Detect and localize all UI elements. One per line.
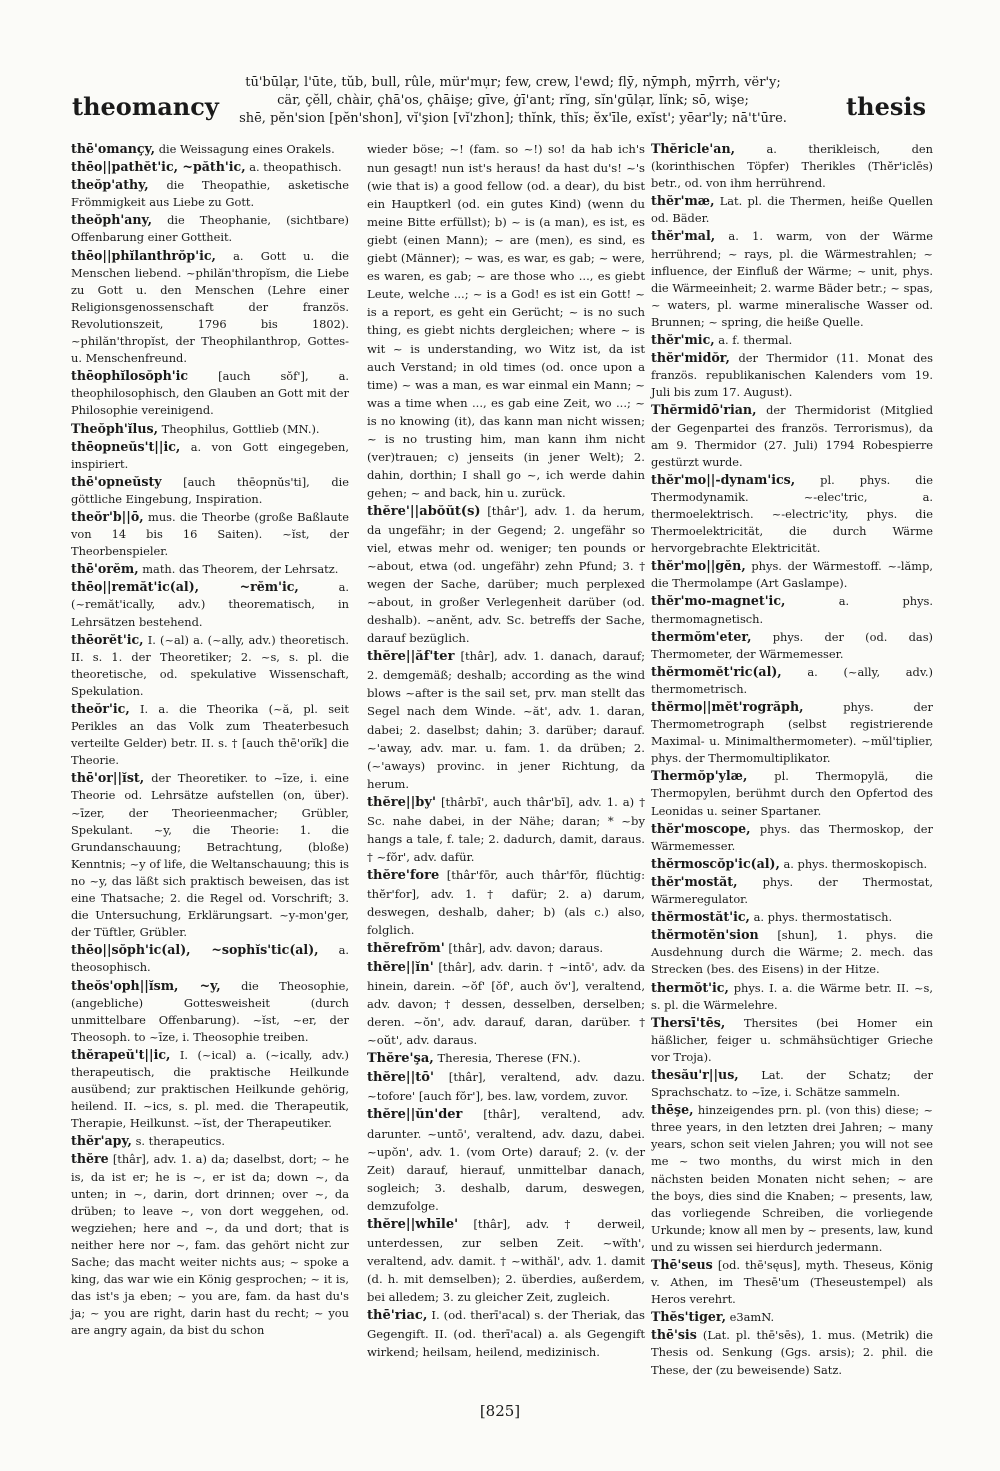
entry-headword: thĕrmostăt'ic, (651, 909, 750, 925)
dictionary-entry (71, 176, 349, 211)
entry-headword: thĕr'mic, (651, 332, 715, 348)
entry-headword: thĕre||by' (367, 794, 436, 810)
dictionary-entry (651, 873, 933, 908)
entry-definition: a. (~remăt'ically, adv.) theorematisch, in Lehrsätzen bestehend. (71, 580, 350, 629)
entry-definition: e3amN. (729, 1310, 775, 1325)
dictionary-entry (651, 331, 933, 349)
dictionary-entry (651, 1326, 933, 1378)
entry-definition: der Theoretiker. to ~īze, i. eine Theorie od. Lehrsätze aufstellen (on, über). ~īzer, der Theorieenmacher; Grübler, Spekulant. ~y, die Theorie: 1. die Grundanschauung; Betrachtung, (bloße) Kenntnis; ~y of life, die Weltanschauung; this is no ~y, das läßt sich praktisch beweisen, das ist eine Thatsache; 2. die Regel od. Vorschrift; 3. die Untersuchung, Erklärungsart. ~y-mon'ger, der Tüftler, Grübler. (71, 771, 350, 940)
dictionary-entry (651, 1014, 933, 1066)
entry-definition: I. (od. therī'acal) s. der Theriak, das Gegengift. II. (od. therī'acal) a. als Gegengift wirkend; heilsam, heilend, medizinisch. (367, 1308, 645, 1360)
dictionary-entry (71, 508, 349, 560)
entry-headword: thēorĕt'ic, (71, 631, 144, 647)
dictionary-entry (367, 866, 645, 939)
dictionary-entry (651, 908, 933, 926)
entry-definition: [thâr], adv. 1. danach, darauf; 2. demgemäß; deshalb; according as the wind blows ~after is the sail set, prv. man stellt das Segel nach dem Winde. ~ăt', adv. 1. daran, dabei; 2. daselbst; dahin; 3. darüber; darauf. ~'away, adv. mar. u. fam. 1. da drüben; 2. (~'aways) provinc. in jener Richtung, da herum. (367, 649, 646, 791)
entry-definition: [thârbī', auch thâr'bī], adv. 1. a) † Sc. nahe dabei, in der Nähe; daran; * ~by hangs a tale, f. tale; 2. dadurch, damit, daraus. † ~fŏr', adv. dafür. (367, 794, 646, 864)
dictionary-entry (71, 420, 349, 438)
entry-definition: pl. phys. die Thermodynamik. ~-elec'tric, a. thermoelektrisch. ~-electric'ity, phys. die Thermoelektricität, die durch Wärme hervorgebrachte Elektricität. (651, 472, 933, 556)
dictionary-entry (651, 592, 933, 627)
dictionary-entry (651, 349, 933, 401)
entry-definition: [thâr], veraltend, adv. darunter. ~untō', veraltend, adv. dazu, dabei. ~upŏn', adv. 1. (vom Orte) darauf; 2. (v. der Zeit) darauf, hierauf, unmittelbar danach, sogleich; 3. deshalb, darum, deswegen, demzufolge. (367, 1107, 646, 1213)
dictionary-entry (367, 1105, 645, 1214)
entry-headword: thĕre'fore (367, 867, 440, 883)
entry-definition: der Thermidor (11. Monat des französ. republikanischen Kalenders vom 19. Juli bis zum 17. August). (651, 351, 933, 400)
pronunciation-key-line: tū'būlạr, l'ūte, tŭb, bull, rûle, mür'mụr; few, crew, l'ewd; flȳ, nȳmph, mȳ̈rrh, vër'y; (245, 75, 781, 90)
entry-headword: thĕre||tō' (367, 1070, 434, 1086)
dictionary-entry (71, 211, 349, 246)
entry-headword: thĕre (71, 1151, 109, 1167)
entry-definition: [auch sŏf'], a. theophilosophisch, den Glauben an Gott mit der Philosophie vereinigend. (71, 369, 350, 418)
dictionary-entry (71, 578, 349, 630)
entry-headword: thĕrmotĕn'sion (651, 927, 759, 943)
dictionary-entry (651, 227, 933, 331)
entry-definition: [thâr], adv. davon; daraus. (448, 941, 604, 956)
entry-definition: Lat. pl. die Thermen, heiße Quellen od. Bäder. (651, 194, 933, 226)
entry-headword: Thĕre'şa, (367, 1051, 434, 1067)
entry-definition: [auch thēopnŭs'ti], die göttliche Eingebung, Inspiration. (71, 474, 349, 506)
entry-headword: thēophĭlosŏph'ic (71, 368, 189, 384)
entry-headword: thĕre||whīle' (367, 1216, 459, 1232)
entry-headword: theŏr'b||ō, (71, 508, 144, 524)
pronunciation-key-line: cär, çĕll, chàir, çhā'os, çhāişe; gīve, ġī'ant; rĭng, sĭn'gūlạr, lĭnk; sō, wişe; (277, 93, 749, 108)
entry-headword: thermŏt'ic, (651, 979, 729, 995)
dictionary-entry (651, 767, 933, 819)
dictionary-entry (367, 939, 645, 958)
entry-headword: thĕre||ăf'ter (367, 649, 455, 665)
entry-headword: thĕrapeŭ't||ic, (71, 1046, 171, 1062)
entry-definition: die Theosophie, (angebliche) Gottesweisheit (durch unmittelbare Offenbarung). ~ĭst, ~er, der Theosoph. to ~īze, i. Theosophie treiben. (71, 978, 350, 1044)
dictionary-entry (651, 471, 933, 557)
entry-definition: a. (~ally, adv.) thermometrisch. (651, 664, 933, 696)
entry-headword: theŏs'oph||ĭsm, ~y, (71, 977, 221, 993)
entry-headword: thē'orĕm, (71, 561, 139, 577)
entry-definition: pl. Thermopylä, die Thermopylen, berühmt durch den Opfertod des Leonidas u. seiner Spartaner. (651, 769, 933, 818)
entry-definition: (Lat. pl. thē'sēs), 1. mus. (Metrik) die Thesis od. Senkung (Ggs. arsis); 2. phil. die These, der (zu beweisende) Satz. (651, 1328, 933, 1377)
dictionary-entry (651, 1066, 933, 1101)
entry-definition: phys. I. a. die Wärme betr. II. ~s, s. pl. die Wärmelehre. (651, 980, 933, 1012)
entry-definition: die Weissagung eines Orakels. (158, 142, 335, 156)
column-3 (651, 140, 933, 1379)
entry-definition: I. (~ical) a. (~ically, adv.) therapeutisch, die praktische Heilkunde ausübend; zur praktischen Heilkunde gehörig, heilend. II. ~ics, s. pl. med. die Therapeutik, Therapie, Heilkunst. ~ĭst, der Therapeutiker. (71, 1047, 350, 1131)
pronunciation-key-line: shē, pĕn'sion [pĕn'shon], vĭ'şion [vĭ'zhon]; thĭnk, thĭs; ĕx'īle, exĭst'; yēar'ly; nā't'ūre. (239, 111, 787, 126)
dictionary-entry (71, 769, 349, 941)
entry-headword: thĕrmoscŏp'ic(al), (651, 855, 780, 871)
entry-headword: thĕrmo||mĕt'rogrăph, (651, 699, 804, 714)
entry-definition: a. therikleisch, den (korinthischen Töpfer) Therikles (Thĕr'iclēs) betr., od. von ihm herrührend. (651, 142, 933, 191)
entry-definition: [thâr], adv. † derweil, unterdessen, zur selben Zeit. ~wĭth', veraltend, adv. damit. † ~withăl', adv. 1. damit (d. h. mit demselben); 2. überdies, außerdem, bei alledem; 3. zu gleicher Zeit, zugleich. (367, 1216, 645, 1304)
entry-headword: Thē'seus (651, 1257, 713, 1272)
dictionary-entry (651, 663, 933, 698)
dictionary-entry (367, 140, 645, 502)
entry-definition: die Theophanie, (sichtbare) Offenbarung einer Gottheit. (71, 213, 350, 245)
entry-headword: thē'opneŭsty (71, 473, 162, 489)
entry-definition: phys. der (od. das) Thermometer, der Wärmemesser. (651, 629, 933, 661)
entry-headword: Thĕrmidō'rian, (651, 402, 757, 418)
dictionary-entry (367, 647, 645, 792)
entry-definition: phys. der Thermostat, Wärmeregulator. (651, 874, 933, 907)
entry-definition: phys. der Thermometrograph (selbst registrierende Maximal- u. Minimalthermometer). ~mŭl'tiplier, phys. der Thermomultiplikator. (651, 700, 933, 766)
dictionary-entry (651, 820, 933, 855)
entry-headword: thĕr'mo-magnet'ic, (651, 593, 786, 609)
entry-headword: Thĕricle'an, (651, 141, 735, 156)
entry-definition: a. theopathisch. (249, 160, 342, 175)
entry-definition: a. theosophisch. (71, 943, 349, 975)
dictionary-entry (71, 700, 349, 769)
entry-headword: thēopneŭs't||ic, (71, 438, 181, 454)
entry-definition: a. von Gott eingegeben, inspiriert. (71, 439, 349, 471)
dictionary-entry (651, 979, 933, 1014)
dictionary-entry (71, 1132, 349, 1150)
entry-headword: thē'or||ĭst, (71, 770, 145, 786)
entry-headword: Thermŏp'ylæ, (651, 768, 748, 784)
entry-headword: thē'riac, (367, 1308, 428, 1323)
dictionary-entry (71, 140, 349, 158)
dictionary-entry (367, 1215, 645, 1306)
dictionary-entry (71, 247, 349, 368)
dictionary-entry (651, 1256, 933, 1308)
entry-headword: Thĕs'tiger, (651, 1309, 727, 1325)
dictionary-entry (71, 438, 349, 473)
dictionary-entry (651, 855, 933, 873)
entry-headword: thēo||pathĕt'ic, ~păth'ic, (71, 159, 246, 175)
dictionary-entry (651, 401, 933, 470)
entry-headword: thĕrefrŏm' (367, 941, 445, 957)
entry-headword: thē'omançy, (71, 141, 156, 156)
entry-definition: hinzeigendes prn. pl. (von this) diese; ~ three years, in den letzten drei Jahren; ~ many years, schon seit vielen Jahren; you will not see me ~ two months, du wirst mich in den nächsten beiden Monaten nicht sehen; ~ are the boys, dies sind die Knaben; ~ presents, law, das vorliegende Schreiben, die vorliegende Urkunde; know all men by ~ presents, law, kund und zu wissen sei hierdurch jedermann. (651, 1103, 934, 1254)
entry-headword: thesău'r||us, (651, 1066, 739, 1082)
column-2 (367, 140, 645, 1361)
dictionary-entry (367, 1049, 645, 1068)
entry-headword: thĕr'moscope, (651, 820, 751, 836)
left-guide-word: theomancy (72, 92, 219, 121)
entry-headword: thĕr'mo||-dynam'ics, (651, 471, 796, 487)
entry-definition: a. phys. thermoskopisch. (783, 856, 928, 871)
entry-definition: [thâr'], adv. 1. da herum, da ungefähr; in der Gegend; 2. ungefähr so viel, etwas mehr od. weniger; ten pounds or ~about, etwa (od. ungefähr) zehn Pfund; 3. † wegen der Sache, darüber; much perplexed ~about, in großer Verlegenheit darüber (od. deshalb). ~anĕnt, adv. Sc. betreffs der Sache, darauf bezüglich. (367, 503, 645, 646)
entry-definition: phys. das Thermoskop, der Wärmemesser. (651, 821, 933, 853)
entry-definition: I. (~al) a. (~ally, adv.) theoretisch. II. s. 1. der Theoretiker; 2. ~s, s. pl. die theoretische, od. spekulative Wissenschaft, Spekulation. (71, 632, 349, 698)
entry-definition: a. Gott u. die Menschen liebend. ~philăn'thropĭsm, die Liebe zu Gott u. den Menschen (Lehre einer Religionsgenossenschaft der französ. Revolutionszeit, 1796 bis 1802). ~philăn'thropĭst, der Theophilanthrop, Gottes- u. Menschenfreund. (71, 248, 349, 366)
dictionary-entry (651, 140, 933, 192)
entry-headword: thĕr'mo||gĕn, (651, 558, 746, 574)
dictionary-entry (651, 1101, 933, 1256)
dictionary-entry (71, 631, 349, 700)
entry-definition: Theophilus, Gottlieb (MN.). (161, 421, 320, 436)
entry-headword: thĕrmomĕt'ric(al), (651, 663, 782, 679)
dictionary-entry (71, 1046, 349, 1132)
dictionary-entry (367, 502, 645, 647)
dictionary-entry (71, 158, 349, 176)
entry-definition: a. 1. warm, von der Wärme herrührend; ~ rays, pl. die Wärmestrahlen; ~ influence, der Einfluß der Wärme; ~ unit, phys. die Wärmeeinheit; 2. warme Bäder betr.; ~ spas, ~ waters, pl. warme mineralische Wasser od. Brunnen; ~ spring, die heiße Quelle. (651, 229, 933, 329)
entry-definition: phys. der Wärmestoff. ~-lămp, die Thermolampe (Art Gaslampe). (651, 559, 933, 591)
dictionary-entry (71, 977, 349, 1046)
dictionary-entry (651, 1308, 933, 1326)
right-guide-word: thesis (846, 92, 926, 121)
entry-headword: thĕre||ĭn' (367, 960, 434, 976)
column-1 (71, 140, 349, 1339)
entry-definition: Thersites (bei Homer ein häßlicher, feiger u. schmähsüchtiger Grieche vor Troja). (651, 1015, 933, 1064)
entry-headword: thē'sis (651, 1327, 697, 1343)
entry-headword: thĕre'||abŏŭt(s) (367, 503, 481, 519)
entry-headword: theŏr'ic, (71, 701, 130, 716)
dictionary-entry (367, 1306, 645, 1361)
dictionary-entry (651, 557, 933, 592)
entry-headword: thĕr'mostăt, (651, 873, 738, 889)
dictionary-entry (71, 367, 349, 419)
entry-definition: mus. die Theorbe (große Baßlaute von 14 bis 16 Saiten). ~ĭst, der Theorbenspieler. (71, 509, 349, 559)
entry-definition: math. das Theorem, der Lehrsatz. (142, 562, 339, 577)
entry-headword: Theŏph'ĭlus, (71, 420, 158, 436)
entry-definition: s. therapeutics. (135, 1134, 225, 1149)
dictionary-entry (651, 926, 933, 978)
entry-headword: thĕr'midŏr, (651, 350, 730, 366)
entry-definition: der Thermidorist (Mitglied der Gegenpartei des französ. Terrorismus), da am 9. Thermidor (27. Juli) 1794 Robespierre gestürzt wurde. (651, 403, 934, 469)
pronunciation-key (228, 74, 798, 128)
dictionary-entry (367, 793, 645, 866)
entry-headword: theŏp'athy, (71, 177, 149, 193)
entry-headword: thĕr'mal, (651, 228, 716, 244)
dictionary-entry (651, 698, 933, 767)
dictionary-entry (71, 473, 349, 508)
entry-headword: thermŏm'eter, (651, 628, 752, 644)
entry-definition: wieder böse; ~! (fam. so ~!) so! da hab ich's nun gesagt! nun ist's heraus! da hast du's! ~'s (wie that is) a good fellow (od. a dear), du bist ein Hauptkerl (od. ein gutes Kind) (wenn du meine Bitte erfüllst); b) ~ is (a man), es ist, es giebt (einen Mann); ~ are (men), es sind, es giebt (Männer); ~ was, es war, es gab; ~ were, es waren, es gab; ~ are those who ..., es giebt Leute, welche ...; ~ is a God! es ist ein Gott! ~ is a report, es geht ein Gerücht; ~ is no such thing, es giebt nichts dergleichen; where ~ is wit ~ is understanding, wo Witz ist, da ist auch Verstand; in old times (od. once upon a time) ~ was a man, es war einmal ein Mann; ~ was a time when ..., es gab eine Zeit, wo ...; ~ is no knowing (it), das kann man nicht wissen; ~ is no trusting him, man kann ihm nicht (ver)trauen; c) jenseits (in jener Welt); 2. dahin, dorthin; I shall go ~, ich werde dahin gehen; ~ and back, hin u. zurück. (367, 142, 645, 500)
dictionary-entry (71, 941, 349, 976)
entry-definition: [shun], 1. phys. die Ausdehnung durch die Wärme; 2. mech. das Strecken (bes. des Eisens) in der Hitze. (651, 928, 933, 977)
entry-headword: theŏph'any, (71, 212, 153, 228)
entry-headword: thēo||sŏph'ic(al), ~sophĭs'tic(al), (71, 942, 319, 958)
entry-headword: Thersī'tēs, (651, 1014, 726, 1030)
entry-headword: thēo||phĭlanthrŏp'ic, (71, 247, 216, 263)
entry-headword: thĕr'mæ, (651, 193, 715, 209)
entry-headword: thēo||remăt'ic(al), ~rĕm'ic, (71, 579, 299, 595)
entry-definition: I. a. die Theorika (~ă, pl. seit Perikles an das Volk zum Theaterbesuch verteilte Gelder) betr. II. s. † [auch thē'orĭk] die Theorie. (71, 702, 350, 768)
entry-definition: [od. thē'sęus], myth. Theseus, König v. Athen, im Thesē'um (Theseustempel) als Heros verehrt. (651, 1258, 934, 1307)
entry-headword: thēşe, (651, 1102, 694, 1118)
entry-definition: Lat. der Schatz; der Sprachschatz. to ~īze, i. Schätze sammeln. (651, 1067, 933, 1100)
entry-definition: a. phys. thermomagnetisch. (651, 594, 933, 626)
dictionary-entry (71, 1150, 349, 1339)
dictionary-entry (367, 958, 645, 1049)
entry-headword: thĕr'apy, (71, 1133, 132, 1149)
entry-definition: Theresia, Therese (FN.). (437, 1051, 581, 1066)
entry-definition: a. phys. thermostatisch. (753, 910, 893, 925)
entry-definition: [thâr], veraltend, adv. dazu. ~tofore' [auch fŏr'], bes. law, vordem, zuvor. (367, 1070, 646, 1104)
entry-definition: [thâr], adv. darin. † ~intō', adv. da hinein, darein. ~ŏf' [ŏf', auch ŏv'], veraltend, adv. davon; † dessen, desselben, derselben; deren. ~ŏn', adv. darauf, daran, darüber. † ~oŭt', adv. daraus. (367, 960, 646, 1048)
dictionary-entry (71, 560, 349, 578)
dictionary-entry (651, 628, 933, 663)
entry-definition: [thâr'fōr, auch thâr'fōr, flüchtig: thĕr'for], adv. 1. † dafür; 2. a) darum, deswegen, deshalb, daher; b) (als c.) also, folglich. (367, 867, 646, 938)
dictionary-entry (367, 1068, 645, 1105)
page-number: [825] (479, 1402, 521, 1420)
entry-headword: thĕre||ŭn'der (367, 1107, 463, 1123)
entry-definition: a. f. thermal. (718, 333, 793, 348)
dictionary-entry (651, 192, 933, 227)
entry-definition: [thâr], adv. 1. a) da; daselbst, dort; ~ he is, da ist er; he is ~, er ist da; down ~, da unten; in ~, darin, dort drinnen; over ~, da drüben; to leave ~, von dort weggehen, od. wegziehen; here and ~, da und dort; that is neither here nor ~, fam. das gehört nicht zur Sache; das macht weiter nichts aus; ~ spoke a king, das war wie ein König gesprochen; ~ it is, das ist's ja eben; ~ you are, fam. da hast du's ja; ~ you are right, darin hast du recht; ~ you are angry again, da bist du schon (71, 1152, 349, 1338)
entry-definition: die Theopathie, asketische Frömmigkeit aus Liebe zu Gott. (71, 178, 349, 210)
